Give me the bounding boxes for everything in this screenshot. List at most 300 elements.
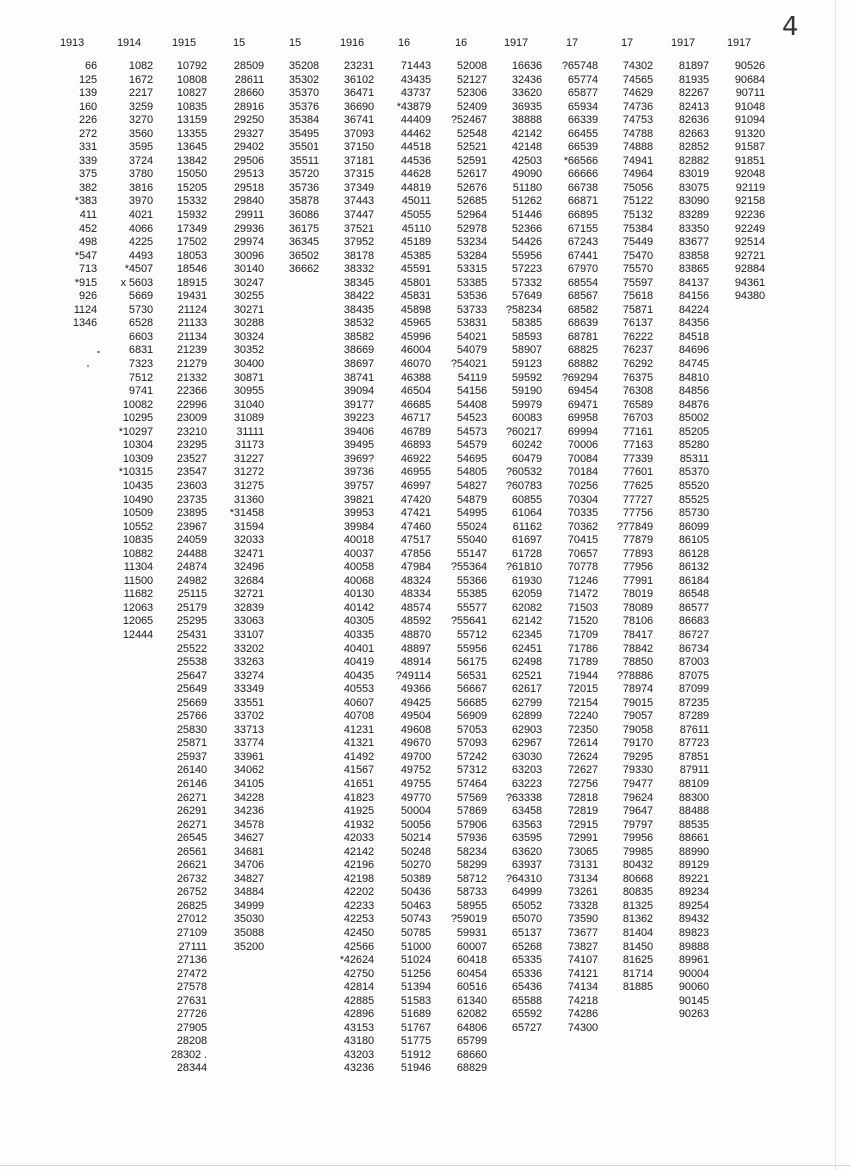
- number-entry: 82663: [678, 127, 709, 140]
- number-entry: 67970: [567, 263, 598, 276]
- number-entry: 82413: [678, 100, 709, 113]
- number-entry: 72154: [567, 696, 598, 709]
- number-entry: 33107: [233, 628, 264, 641]
- number-entry: 44819: [400, 181, 431, 194]
- number-entry: 226: [78, 114, 97, 127]
- number-entry: 24488: [176, 547, 207, 560]
- number-entry: 51262: [511, 195, 542, 208]
- number-entry: *547: [74, 249, 97, 262]
- number-entry: 69994: [567, 425, 598, 438]
- number-entry: 39953: [343, 507, 374, 520]
- number-entry: 53284: [456, 249, 487, 262]
- number-entry: 24059: [176, 534, 207, 547]
- number-entry: 73261: [567, 886, 598, 899]
- number-entry: 85002: [678, 412, 709, 425]
- number-entry: 75871: [622, 303, 653, 316]
- number-entry: 67243: [567, 236, 598, 249]
- number-entry: 73590: [567, 913, 598, 926]
- number-entry: 79985: [622, 845, 653, 858]
- number-entry: 36741: [343, 114, 374, 127]
- number-entry: 23603: [176, 479, 207, 492]
- column-header: 16: [455, 37, 468, 49]
- number-entry: 50270: [400, 859, 431, 872]
- number-entry: 89221: [678, 872, 709, 885]
- number-entry: 65436: [511, 981, 542, 994]
- number-entry: 25522: [176, 642, 207, 655]
- number-entry: 1672: [128, 73, 153, 86]
- number-entry: 40401: [343, 642, 374, 655]
- number-entry: 39177: [343, 398, 374, 411]
- number-entry: 25179: [176, 601, 207, 614]
- number-entry: 32721: [233, 588, 264, 601]
- number-entry: 26271: [176, 818, 207, 831]
- number-entry: 1082: [128, 60, 153, 72]
- number-entry: 35370: [288, 87, 319, 100]
- number-entry: 78089: [622, 601, 653, 614]
- number-entry: ?61810: [505, 561, 542, 574]
- number-entry: 91048: [734, 100, 765, 113]
- number-entry: 71503: [567, 601, 598, 614]
- number-entry: 10827: [176, 87, 207, 100]
- number-entry: 2217: [128, 87, 153, 100]
- number-entry: 339: [78, 154, 97, 167]
- number-entry: 40305: [343, 615, 374, 628]
- number-entry: 62521: [511, 669, 542, 682]
- number-entry: 53536: [456, 290, 487, 303]
- number-entry: 51446: [511, 209, 542, 222]
- number-entry: 27472: [176, 967, 207, 980]
- number-entry: 78106: [622, 615, 653, 628]
- number-entry: 10082: [122, 398, 153, 411]
- number-entry: 39984: [343, 520, 374, 533]
- number-entry: 72240: [567, 710, 598, 723]
- number-entry: 90263: [678, 1008, 709, 1021]
- number-entry: 43180: [343, 1035, 374, 1048]
- number-entry: 36345: [288, 236, 319, 249]
- number-entry: 94361: [734, 276, 765, 289]
- number-entry: 23527: [176, 452, 207, 465]
- number-entry: 73065: [567, 845, 598, 858]
- number-entry: 52306: [456, 87, 487, 100]
- number-entry: 68882: [567, 358, 598, 371]
- number-entry: 65934: [567, 100, 598, 113]
- number-entry: 68639: [567, 317, 598, 330]
- number-entry: 11682: [123, 588, 153, 601]
- number-entry: 43203: [343, 1048, 374, 1061]
- number-entry: 77163: [622, 439, 653, 452]
- number-entry: 60418: [456, 954, 487, 967]
- number-entry: 85311: [679, 452, 709, 465]
- number-entry: 78850: [622, 656, 653, 669]
- number-entry: *10315: [118, 466, 153, 479]
- number-entry: 35088: [233, 927, 264, 939]
- number-entry: 77601: [622, 466, 653, 479]
- number-entry: 76237: [622, 344, 653, 357]
- number-entry: 36662: [288, 263, 319, 276]
- number-entry: 48334: [400, 588, 431, 601]
- number-entry: 34884: [233, 886, 264, 899]
- number-entry: 49670: [400, 737, 431, 750]
- number-entry: 69454: [567, 385, 598, 398]
- number-entry: 81450: [622, 940, 653, 953]
- number-entry: 57332: [511, 276, 542, 289]
- number-entry: 70006: [567, 439, 598, 452]
- number-entry: 71786: [567, 642, 598, 655]
- number-entry: 61064: [511, 507, 542, 520]
- number-entry: 21332: [176, 371, 207, 384]
- number-entry: 29506: [233, 154, 264, 167]
- number-entry: 84156: [678, 290, 709, 303]
- number-entry: 21239: [176, 344, 207, 357]
- number-entry: 48870: [400, 628, 431, 641]
- number-entry: 39757: [343, 479, 374, 492]
- number-entry: 75122: [622, 195, 653, 208]
- number-entry: 80835: [622, 886, 653, 899]
- number-entry: 40068: [343, 574, 374, 587]
- number-entry: 88300: [678, 791, 709, 804]
- number-entry: 59190: [511, 385, 542, 398]
- number-entry: 47984: [400, 561, 431, 574]
- number-entry: 52521: [456, 141, 487, 154]
- number-entry: 74753: [622, 114, 653, 127]
- number-entry: 53315: [456, 263, 487, 276]
- number-entry: 76375: [622, 371, 653, 384]
- number-entry: 25538: [176, 656, 207, 669]
- number-entry: 39094: [343, 385, 374, 398]
- number-entry: 58907: [511, 344, 542, 357]
- number-entry: 17502: [176, 236, 207, 249]
- number-entry: 70415: [567, 534, 598, 547]
- number-entry: 74629: [622, 87, 653, 100]
- number-entry: 55040: [456, 534, 487, 547]
- number-entry: 89888: [678, 940, 709, 953]
- number-entry: 46955: [400, 466, 431, 479]
- number-entry: 40058: [343, 561, 374, 574]
- number-entry: 62082: [456, 1008, 487, 1021]
- number-entry: 55366: [456, 574, 487, 587]
- number-entry: 50785: [400, 927, 431, 939]
- number-entry: 89432: [678, 913, 709, 926]
- number-entry: 57936: [456, 832, 487, 845]
- number-entry: 28611: [234, 73, 264, 86]
- number-entry: 37521: [343, 222, 374, 235]
- number-entry: 71709: [567, 628, 598, 641]
- number-entry: 33702: [233, 710, 264, 723]
- number-entry: 54879: [456, 493, 487, 506]
- number-entry: 65774: [567, 73, 598, 86]
- number-entry: 40018: [343, 534, 374, 547]
- number-entry: *10297: [118, 425, 153, 438]
- number-entry: 49425: [400, 696, 431, 709]
- number-entry: 74565: [622, 73, 653, 86]
- number-entry: 42033: [343, 832, 374, 845]
- number-entry: 41567: [343, 764, 374, 777]
- number-entry: 30140: [233, 263, 264, 276]
- number-entry: 51000: [400, 940, 431, 953]
- number-entry: 77991: [622, 574, 653, 587]
- number-entry: 59592: [511, 371, 542, 384]
- number-entry: 42202: [343, 886, 374, 899]
- number-entry: 35384: [288, 114, 319, 127]
- number-entry: 41231: [343, 723, 374, 736]
- number-entry: 28302 .: [170, 1048, 207, 1061]
- number-entry: 37315: [343, 168, 374, 181]
- number-entry: 47460: [400, 520, 431, 533]
- number-entry: 86727: [678, 628, 709, 641]
- number-entry: 40553: [343, 683, 374, 696]
- number-entry: 52366: [511, 222, 542, 235]
- number-entry: 92119: [735, 181, 765, 194]
- number-entry: 66: [84, 60, 97, 72]
- number-entry: 37349: [343, 181, 374, 194]
- number-entry: 36471: [343, 87, 374, 100]
- number-entry: 72015: [567, 683, 598, 696]
- column-header: 1914: [117, 37, 142, 49]
- number-entry: 79015: [622, 696, 653, 709]
- number-entry: 40037: [343, 547, 374, 560]
- number-entry: 19431: [176, 290, 207, 303]
- number-entry: 11304: [123, 561, 153, 574]
- number-entry: 50004: [400, 805, 431, 818]
- number-entry: 72818: [567, 791, 598, 804]
- number-entry: 12444: [122, 628, 153, 641]
- number-entry: 45965: [400, 317, 431, 330]
- number-entry: 74134: [567, 981, 598, 994]
- number-entry: 86683: [678, 615, 709, 628]
- number-entry: 89961: [678, 954, 709, 967]
- number-entry: 4066: [128, 222, 153, 235]
- number-entry: 38582: [343, 330, 374, 343]
- column-header: 1915: [172, 37, 197, 49]
- number-entry: 65727: [511, 1021, 542, 1034]
- number-entry: 87075: [678, 669, 709, 682]
- number-entry: 25647: [176, 669, 207, 682]
- number-entry: 87723: [678, 737, 709, 750]
- number-entry: 45591: [400, 263, 431, 276]
- number-entry: *43879: [396, 100, 431, 113]
- number-entry: 32839: [233, 601, 264, 614]
- number-entry: 76292: [622, 358, 653, 371]
- number-entry: 10309: [122, 452, 153, 465]
- number-entry: 1346: [72, 317, 97, 330]
- number-entry: 39406: [343, 425, 374, 438]
- number-entry: 26291: [176, 805, 207, 818]
- number-entry: 38422: [343, 290, 374, 303]
- number-entry: 85730: [678, 507, 709, 520]
- number-entry: 77161: [622, 425, 653, 438]
- number-entry: 33713: [233, 723, 264, 736]
- number-entry: 10792: [176, 60, 207, 72]
- number-entry: 29327: [233, 127, 264, 140]
- number-entry: 77756: [622, 507, 653, 520]
- number-entry: 42896: [343, 1008, 374, 1021]
- number-entry: 73328: [567, 899, 598, 912]
- number-entry: 38669: [343, 344, 374, 357]
- number-entry: 35501: [288, 141, 319, 154]
- number-entry: 28916: [233, 100, 264, 113]
- number-entry: 139: [78, 87, 97, 100]
- number-entry: 57649: [511, 290, 542, 303]
- number-entry: 60007: [456, 940, 487, 953]
- number-entry: 46070: [400, 358, 431, 371]
- number-entry: 41932: [343, 818, 374, 831]
- number-entry: 42253: [343, 913, 374, 926]
- number-entry: ?60532: [505, 466, 542, 479]
- number-entry: 26561: [176, 845, 207, 858]
- number-entry: 31272: [233, 466, 264, 479]
- number-entry: 10435: [122, 479, 153, 492]
- number-entry: 47421: [400, 507, 431, 520]
- number-entry: 79058: [622, 723, 653, 736]
- number-entry: 72915: [567, 818, 598, 831]
- number-entry: 87851: [678, 750, 709, 763]
- column-header: 1913: [60, 37, 85, 49]
- number-entry: 56667: [456, 683, 487, 696]
- number-entry: 32471: [233, 547, 264, 560]
- number-entry: 15332: [176, 195, 207, 208]
- number-entry: 25766: [176, 710, 207, 723]
- number-entry: 38697: [343, 358, 374, 371]
- number-entry: 48324: [400, 574, 431, 587]
- number-entry: 50214: [400, 832, 431, 845]
- number-entry: 3724: [128, 154, 153, 167]
- number-entry: 9741: [128, 385, 153, 398]
- number-entry: 78974: [622, 683, 653, 696]
- number-entry: 62142: [511, 615, 542, 628]
- number-entry: 71472: [567, 588, 598, 601]
- number-entry: 68781: [567, 330, 598, 343]
- number-entry: ?60783: [505, 479, 542, 492]
- number-entry: 65335: [511, 954, 542, 967]
- number-entry: 67155: [567, 222, 598, 235]
- number-entry: 46504: [400, 385, 431, 398]
- number-entry: 87099: [678, 683, 709, 696]
- number-entry: 30247: [233, 276, 264, 289]
- number-entry: 3270: [128, 114, 153, 127]
- number-entry: 76589: [622, 398, 653, 411]
- number-entry: *66566: [563, 154, 598, 167]
- number-entry: 74302: [622, 60, 653, 72]
- number-entry: 4493: [128, 249, 153, 262]
- number-entry: 411: [79, 209, 97, 222]
- number-entry: 22366: [176, 385, 207, 398]
- number-entry: 33263: [233, 656, 264, 669]
- column-header: 1917: [727, 37, 752, 49]
- number-entry: 18915: [176, 276, 207, 289]
- number-entry: 55385: [456, 588, 487, 601]
- number-entry: 52617: [456, 168, 487, 181]
- number-entry: 29402: [233, 141, 264, 154]
- number-entry: 68567: [567, 290, 598, 303]
- number-entry: 52685: [456, 195, 487, 208]
- number-entry: 91094: [734, 114, 765, 127]
- number-entry: 86548: [678, 588, 709, 601]
- number-entry: 40708: [343, 710, 374, 723]
- number-entry: 85370: [678, 466, 709, 479]
- number-entry: 63223: [511, 777, 542, 790]
- number-entry: 59979: [511, 398, 542, 411]
- number-entry: 87235: [678, 696, 709, 709]
- number-entry: 51256: [400, 967, 431, 980]
- number-entry: 86132: [678, 561, 709, 574]
- number-entry: 59931: [456, 927, 487, 939]
- number-entry: 41651: [343, 777, 374, 790]
- number-entry: 63030: [511, 750, 542, 763]
- number-entry: 10295: [122, 412, 153, 425]
- number-entry: 71520: [567, 615, 598, 628]
- number-entry: 45831: [400, 290, 431, 303]
- number-entry: 25937: [176, 750, 207, 763]
- number-entry: 37181: [343, 154, 374, 167]
- number-entry: 10882: [122, 547, 153, 560]
- number-entry: 79170: [622, 737, 653, 750]
- number-entry: 75470: [622, 249, 653, 262]
- number-entry: 47517: [400, 534, 431, 547]
- number-entry: 80432: [622, 859, 653, 872]
- number-entry: 35208: [288, 60, 319, 72]
- number-entry: 58955: [456, 899, 487, 912]
- number-entry: 49700: [400, 750, 431, 763]
- number-entry: 62451: [511, 642, 542, 655]
- number-entry: 85205: [678, 425, 709, 438]
- number-entry: 28344: [176, 1062, 207, 1075]
- number-entry: ?60217: [505, 425, 542, 438]
- number-entry: 29513: [233, 168, 264, 181]
- number-entry: 58385: [511, 317, 542, 330]
- number-entry: 39495: [343, 439, 374, 452]
- number-entry: 74121: [567, 967, 598, 980]
- number-entry: 35511: [289, 154, 319, 167]
- number-entry: 92721: [734, 249, 765, 262]
- number-entry: 91587: [734, 141, 765, 154]
- number-entry: 89823: [678, 927, 709, 939]
- number-entry: 75449: [622, 236, 653, 249]
- number-entry: 52676: [456, 181, 487, 194]
- number-entry: 25830: [176, 723, 207, 736]
- column-header: 1917: [504, 37, 529, 49]
- number-entry: 31173: [234, 439, 264, 452]
- number-entry: 57053: [456, 723, 487, 736]
- number-entry: 3970: [128, 195, 153, 208]
- number-entry: 45898: [400, 303, 431, 316]
- number-entry: 64999: [511, 886, 542, 899]
- number-entry: ?69294: [561, 371, 598, 384]
- number-entry: 40130: [343, 588, 374, 601]
- number-entry: 60516: [456, 981, 487, 994]
- number-entry: 42198: [343, 872, 374, 885]
- number-entry: 34827: [233, 872, 264, 885]
- number-entry: 42814: [343, 981, 374, 994]
- number-entry: 81325: [622, 899, 653, 912]
- number-entry: 30288: [233, 317, 264, 330]
- number-entry: 71944: [567, 669, 598, 682]
- number-entry: 66455: [567, 127, 598, 140]
- number-entry: 56909: [456, 710, 487, 723]
- number-entry: 62082: [511, 601, 542, 614]
- column-header: 15: [289, 37, 302, 49]
- number-entry: ?65748: [561, 60, 598, 72]
- number-entry: 28660: [233, 87, 264, 100]
- number-entry: 12065: [122, 615, 153, 628]
- number-entry: 77956: [622, 561, 653, 574]
- number-entry: 54021: [456, 330, 487, 343]
- number-entry: 21124: [177, 303, 207, 316]
- number-entry: 5730: [128, 303, 153, 316]
- number-entry: 10490: [122, 493, 153, 506]
- number-entry: 45189: [400, 236, 431, 249]
- number-entry: 77893: [622, 547, 653, 560]
- number-entry: 79647: [622, 805, 653, 818]
